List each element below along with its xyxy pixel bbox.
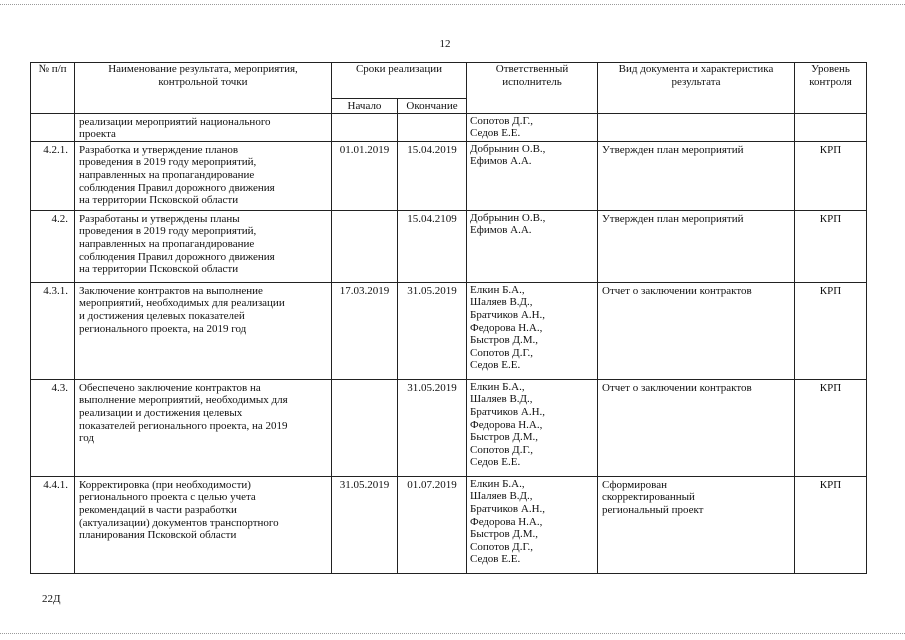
row-responsible	[467, 113, 598, 141]
row-name-line: регионального проекта, на 2019 год	[79, 322, 247, 335]
row-name-line: направленных на пропагандирование	[79, 168, 255, 181]
row-name-line: на территории Псковской области	[79, 194, 239, 207]
row-name-line: и достижения целевых показателей	[79, 309, 245, 322]
row-start-date	[332, 379, 398, 476]
row-name-line: год	[79, 432, 95, 445]
row-responsible-line: Шаляев В.Д.,	[470, 393, 533, 406]
row-name-line: регионального проекта с целью учета	[79, 491, 256, 504]
row-name-line: Разработка и утверждение планов	[79, 143, 239, 156]
row-name-line: Разработаны и утверждены планы	[79, 212, 240, 225]
row-responsible-line: Елкин Б.А.,	[470, 477, 525, 490]
row-control-level: КРП	[795, 379, 867, 476]
row-responsible-line: Добрынин О.В.,	[470, 211, 546, 224]
row-name	[75, 113, 332, 141]
row-document	[598, 476, 795, 573]
row-document	[598, 141, 795, 210]
row-name-line: соблюдения Правил дорожного движения	[79, 181, 275, 194]
row-start-date: 17.03.2019	[332, 282, 398, 379]
header-responsible	[467, 63, 598, 114]
row-name-line: Обеспечено заключение контрактов на	[79, 381, 261, 394]
table-row	[31, 379, 867, 476]
row-name-line: Заключение контрактов на выполнение	[79, 284, 263, 297]
row-responsible-line: Сопотов Д.Г.,	[470, 346, 534, 359]
row-name-line: мероприятий, необходимых для реализации	[79, 297, 285, 310]
row-responsible-line: Сопотов Д.Г.,	[470, 114, 534, 127]
row-responsible-line: Братчиков А.Н.,	[470, 502, 546, 515]
row-start-date	[332, 113, 398, 141]
row-name-line: проведения в 2019 году мероприятий,	[79, 225, 257, 238]
row-responsible-line: Ефимов А.А.	[470, 155, 532, 168]
row-number: 4.4.1.	[31, 476, 75, 573]
row-responsible-line: Елкин Б.А.,	[470, 380, 525, 393]
plan-table	[30, 62, 867, 574]
row-name-line: реализации мероприятий национального	[79, 115, 271, 128]
row-name	[75, 282, 332, 379]
row-number: 4.2.	[31, 210, 75, 282]
header-name-line: Наименование результата, мероприятия,	[108, 63, 298, 75]
row-responsible-line: Седов Е.Е.	[470, 553, 521, 566]
row-document	[598, 113, 795, 141]
scan-edge-bottom	[0, 633, 905, 634]
row-responsible-line: Братчиков А.Н.,	[470, 405, 546, 418]
footer-code: 22Д	[42, 593, 61, 605]
row-document-line: Сформирован	[602, 478, 667, 491]
row-end-date: 01.07.2019	[398, 476, 467, 573]
row-name-line: рекомендаций в части разработки	[79, 503, 237, 516]
header-name	[75, 63, 332, 114]
row-control-level: КРП	[795, 476, 867, 573]
row-name	[75, 379, 332, 476]
row-responsible-line: Седов Е.Е.	[470, 359, 521, 372]
row-name-line: проекта	[79, 128, 116, 141]
table-row	[31, 282, 867, 379]
row-responsible-line: Федорова Н.А.,	[470, 515, 543, 528]
header-doc-line: Вид документа и характеристика	[618, 63, 774, 75]
row-responsible-line: Сопотов Д.Г.,	[470, 443, 534, 456]
row-responsible	[467, 379, 598, 476]
scan-edge-top	[0, 4, 905, 5]
row-responsible-line: Быстров Д.М.,	[470, 334, 539, 347]
row-control-level: КРП	[795, 141, 867, 210]
row-responsible-line: Сопотов Д.Г.,	[470, 540, 534, 553]
header-end: Окончание	[398, 99, 467, 114]
row-end-date	[398, 113, 467, 141]
row-document	[598, 379, 795, 476]
row-name-line: показателей регионального проекта, на 2019	[79, 419, 288, 432]
row-number: 4.3.1.	[31, 282, 75, 379]
row-document-line: скорректированный	[602, 491, 695, 504]
header-level	[795, 63, 867, 114]
header-responsible-line: Ответственный	[495, 63, 569, 75]
row-name-line: направленных на пропагандирование	[79, 237, 255, 250]
row-document	[598, 210, 795, 282]
header-level-line: Уровень	[811, 63, 850, 75]
header-num: № п/п	[31, 63, 75, 114]
row-responsible-line: Елкин Б.А.,	[470, 283, 525, 296]
header-terms: Сроки реализации	[332, 63, 467, 99]
row-name	[75, 210, 332, 282]
row-control-level: КРП	[795, 210, 867, 282]
row-responsible-line: Шаляев В.Д.,	[470, 296, 533, 309]
header-name-line: контрольной точки	[158, 75, 248, 88]
row-number	[31, 113, 75, 141]
row-start-date: 31.05.2019	[332, 476, 398, 573]
row-responsible	[467, 282, 598, 379]
row-document-line: Утвержден план мероприятий	[602, 212, 744, 225]
row-name-line: на территории Псковской области	[79, 263, 239, 276]
row-name	[75, 476, 332, 573]
header-doc-line: результата	[671, 75, 721, 88]
row-start-date: 01.01.2019	[332, 141, 398, 210]
header-responsible-line: исполнитель	[502, 75, 562, 88]
row-number: 4.3.	[31, 379, 75, 476]
row-end-date: 15.04.2019	[398, 141, 467, 210]
row-responsible	[467, 210, 598, 282]
header-level-line: контроля	[809, 75, 852, 88]
row-responsible	[467, 141, 598, 210]
row-start-date	[332, 210, 398, 282]
row-end-date: 15.04.2109	[398, 210, 467, 282]
row-name-line: выполнение мероприятий, необходимых для	[79, 394, 288, 407]
table-body	[31, 113, 867, 573]
row-responsible-line: Шаляев В.Д.,	[470, 490, 533, 503]
row-responsible	[467, 476, 598, 573]
row-control-level: КРП	[795, 282, 867, 379]
row-responsible-line: Седов Е.Е.	[470, 456, 521, 469]
row-responsible-line: Федорова Н.А.,	[470, 321, 543, 334]
table-row	[31, 113, 867, 141]
row-responsible-line: Седов Е.Е.	[470, 127, 521, 140]
row-end-date: 31.05.2019	[398, 379, 467, 476]
row-name-line: проведения в 2019 году мероприятий,	[79, 156, 257, 169]
row-document-line: Отчет о заключении контрактов	[602, 284, 752, 297]
page-number: 12	[439, 38, 451, 50]
row-responsible-line: Добрынин О.В.,	[470, 142, 546, 155]
row-name-line: Корректировка (при необходимости)	[79, 478, 251, 491]
row-responsible-line: Ефимов А.А.	[470, 224, 532, 237]
row-end-date: 31.05.2019	[398, 282, 467, 379]
table-row	[31, 476, 867, 573]
row-responsible-line: Братчиков А.Н.,	[470, 308, 546, 321]
row-responsible-line: Быстров Д.М.,	[470, 528, 539, 541]
row-name-line: реализации и достижения целевых	[79, 406, 243, 419]
row-document-line: Отчет о заключении контрактов	[602, 381, 752, 394]
row-responsible-line: Федорова Н.А.,	[470, 418, 543, 431]
header-doc	[598, 63, 795, 114]
row-name-line: соблюдения Правил дорожного движения	[79, 250, 275, 263]
table-row	[31, 141, 867, 210]
row-document-line: Утвержден план мероприятий	[602, 143, 744, 156]
row-name	[75, 141, 332, 210]
row-number: 4.2.1.	[31, 141, 75, 210]
row-document	[598, 282, 795, 379]
header-start: Начало	[332, 99, 398, 114]
row-name-line: планирования Псковской области	[79, 529, 237, 542]
row-responsible-line: Быстров Д.М.,	[470, 431, 539, 444]
row-control-level	[795, 113, 867, 141]
row-document-line: региональный проект	[602, 503, 704, 516]
table-row	[31, 210, 867, 282]
row-name-line: (актуализации) документов транспортного	[79, 516, 279, 529]
